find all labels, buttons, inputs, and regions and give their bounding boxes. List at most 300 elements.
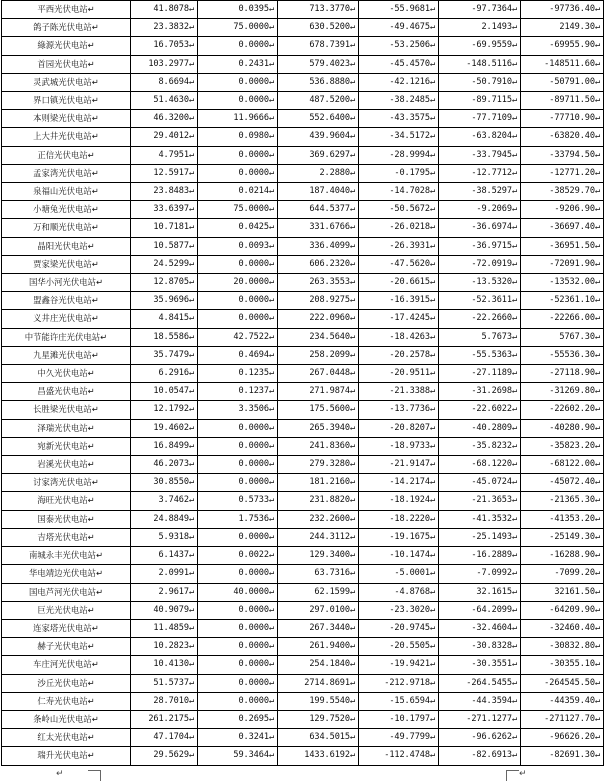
- cell-text: -21.9147: [389, 459, 430, 470]
- cell-end-mark: ↵: [511, 349, 517, 360]
- table-row: [2, 73, 604, 91]
- cell-end-mark: ↵: [268, 495, 274, 506]
- cell-text: 10.7181: [153, 222, 189, 233]
- cell-end-mark: ↵: [594, 186, 600, 197]
- cell-end-mark: ↵: [188, 750, 194, 761]
- cell-text: 仁寿光伏电站: [37, 695, 88, 706]
- cell-text: 331.6766: [309, 222, 350, 233]
- cell-end-mark: ↵: [91, 404, 99, 415]
- value-cell: [439, 419, 521, 437]
- station-name-cell: [2, 55, 131, 73]
- cell-text: 232.2600: [309, 513, 350, 524]
- cell-end-mark: ↵: [268, 58, 274, 69]
- value-cell: [131, 492, 198, 510]
- cell-text: 33.6397: [153, 204, 189, 215]
- value-cell: [131, 729, 198, 747]
- table-row: [2, 346, 604, 364]
- value-cell: [439, 456, 521, 474]
- cell-end-mark: ↵: [188, 404, 194, 415]
- cell-text: -41.3532: [471, 513, 512, 524]
- value-cell: [359, 474, 439, 492]
- value-cell: [198, 274, 278, 292]
- cell-end-mark: ↵: [429, 568, 435, 579]
- cell-end-mark: ↵: [429, 477, 435, 488]
- value-cell: [521, 201, 604, 219]
- cell-text: 0.0000: [238, 149, 269, 160]
- cell-text: 0.0000: [238, 695, 269, 706]
- cell-end-mark: ↵: [349, 622, 355, 633]
- value-cell: [359, 92, 439, 110]
- cell-text: -47.5620: [389, 258, 430, 269]
- cell-end-mark: ↵: [188, 349, 194, 360]
- cell-text: 连家塔光伏电站: [33, 622, 92, 633]
- cell-text: 0.0000: [238, 313, 269, 324]
- cell-text: -15.6594: [389, 695, 430, 706]
- station-name-cell: [2, 292, 131, 310]
- value-cell: [521, 437, 604, 455]
- cell-text: 0.2431: [238, 58, 269, 69]
- cell-end-mark: ↵: [594, 422, 600, 433]
- value-cell: [198, 328, 278, 346]
- cell-end-mark: ↵: [594, 641, 600, 652]
- value-cell: [131, 55, 198, 73]
- value-cell: [198, 565, 278, 583]
- value-cell: [439, 346, 521, 364]
- cell-end-mark: ↵: [429, 732, 435, 743]
- cell-text: -22602.20: [549, 404, 595, 415]
- cell-text: -63820.40: [549, 131, 595, 142]
- value-cell: [198, 674, 278, 692]
- value-cell: [198, 692, 278, 710]
- value-cell: [131, 328, 198, 346]
- cell-end-mark: ↵: [511, 186, 517, 197]
- cell-end-mark: ↵: [268, 204, 274, 215]
- cell-text: -19.9421: [389, 659, 430, 670]
- cell-text: -49.4675: [389, 22, 430, 33]
- value-cell: [521, 492, 604, 510]
- cell-end-mark: ↵: [349, 113, 355, 124]
- cell-text: 16.7053: [153, 40, 189, 51]
- value-cell: [131, 638, 198, 656]
- cell-text: 0.0000: [238, 677, 269, 688]
- cell-text: 九星滩光伏电站: [33, 349, 92, 360]
- table-row: [2, 37, 604, 55]
- table-row: [2, 383, 604, 401]
- cell-end-mark: ↵: [87, 641, 95, 652]
- value-cell: [521, 37, 604, 55]
- cell-end-mark: ↵: [188, 641, 194, 652]
- cell-text: 3.3506: [238, 404, 269, 415]
- cell-end-mark: ↵: [268, 4, 274, 14]
- cell-end-mark: ↵: [594, 95, 600, 106]
- cell-end-mark: ↵: [91, 167, 99, 178]
- cell-text: -264545.50: [544, 677, 595, 688]
- cell-text: -64.2099: [471, 604, 512, 615]
- cell-end-mark: ↵: [188, 622, 194, 633]
- cell-text: 11.4859: [153, 622, 189, 633]
- cell-end-mark: ↵: [268, 477, 274, 488]
- table-row: [2, 437, 604, 455]
- cell-end-mark: ↵: [511, 422, 517, 433]
- cell-text: 小塘兔光伏电站: [33, 204, 92, 215]
- value-cell: [198, 19, 278, 37]
- cell-end-mark: ↵: [511, 95, 517, 106]
- value-cell: [521, 383, 604, 401]
- value-cell: [131, 110, 198, 128]
- value-cell: [131, 565, 198, 583]
- value-cell: [198, 164, 278, 182]
- cell-text: -0.1795: [394, 167, 430, 178]
- cell-end-mark: ↵: [268, 513, 274, 524]
- cell-end-mark: ↵: [268, 713, 274, 724]
- cell-end-mark: ↵: [511, 58, 517, 69]
- cell-text: 0.0425: [238, 222, 269, 233]
- cell-end-mark: ↵: [87, 750, 95, 761]
- cell-text: 0.1237: [238, 386, 269, 397]
- cell-text: -38.5297: [471, 186, 512, 197]
- value-cell: [521, 619, 604, 637]
- value-cell: [439, 510, 521, 528]
- cell-text: 0.0000: [238, 258, 269, 269]
- cell-end-mark: ↵: [511, 404, 517, 415]
- value-cell: [198, 110, 278, 128]
- cell-text: -13.5320: [471, 277, 512, 288]
- cell-text: -31.2698: [471, 386, 512, 397]
- value-cell: [198, 219, 278, 237]
- station-name-cell: [2, 747, 131, 765]
- value-cell: [439, 492, 521, 510]
- value-cell: [359, 128, 439, 146]
- station-name-cell: [2, 492, 131, 510]
- cell-text: 244.3112: [309, 531, 350, 542]
- cell-end-mark: ↵: [349, 313, 355, 324]
- cell-end-mark: ↵: [429, 495, 435, 506]
- cell-end-mark: ↵: [188, 113, 194, 124]
- table-row: [2, 292, 604, 310]
- station-name-cell: [2, 201, 131, 219]
- value-cell: [278, 510, 359, 528]
- station-name-cell: [2, 638, 131, 656]
- value-cell: [131, 1, 198, 19]
- cell-text: 297.0100: [309, 604, 350, 615]
- cell-text: 赫子光伏电站: [37, 641, 88, 652]
- cell-text: 644.5377: [309, 204, 350, 215]
- cell-text: 18.5586: [153, 331, 189, 342]
- cell-text: 51.4630: [153, 95, 189, 106]
- cell-end-mark: ↵: [91, 258, 99, 269]
- cell-text: -20.6615: [389, 277, 430, 288]
- cell-text: 4.8415: [158, 313, 189, 324]
- cell-text: 贾家梁光伏电站: [33, 258, 92, 269]
- cell-end-mark: ↵: [268, 349, 274, 360]
- cell-end-mark: ↵: [594, 404, 600, 415]
- table-row: [2, 110, 604, 128]
- value-cell: [439, 292, 521, 310]
- table-row: [2, 255, 604, 273]
- cell-end-mark: ↵: [594, 131, 600, 142]
- cell-end-mark: ↵: [594, 149, 600, 160]
- cell-text: -50791.00: [549, 76, 595, 87]
- cell-end-mark: ↵: [268, 131, 274, 142]
- cell-text: 208.9275: [309, 295, 350, 306]
- cell-text: -50.5672: [389, 204, 430, 215]
- cell-text: 0.0000: [238, 604, 269, 615]
- value-cell: [521, 1, 604, 19]
- cell-text: 6.1437: [158, 550, 189, 561]
- cell-text: -27.1189: [471, 368, 512, 379]
- cell-end-mark: ↵: [511, 386, 517, 397]
- value-cell: [278, 164, 359, 182]
- cell-text: 条岭山光伏电站: [33, 713, 92, 724]
- value-cell: [521, 146, 604, 164]
- cell-end-mark: ↵: [349, 95, 355, 106]
- cell-end-mark: ↵: [268, 258, 274, 269]
- station-name-cell: [2, 710, 131, 728]
- value-cell: [198, 255, 278, 273]
- cell-end-mark: ↵: [188, 76, 194, 87]
- value-cell: [278, 346, 359, 364]
- cell-text: 界口镇光伏电站: [33, 95, 92, 106]
- cell-end-mark: ↵: [268, 641, 274, 652]
- value-cell: [359, 346, 439, 364]
- cell-text: -38.2485: [389, 95, 430, 106]
- value-cell: [278, 492, 359, 510]
- cell-text: 369.6297: [309, 149, 350, 160]
- cell-end-mark: ↵: [511, 368, 517, 379]
- value-cell: [359, 146, 439, 164]
- cell-text: 华电靖边光伏电站: [28, 568, 96, 579]
- cell-end-mark: ↵: [91, 295, 99, 306]
- table-row: [2, 747, 604, 765]
- cell-end-mark: ↵: [429, 277, 435, 288]
- cell-text: -45072.40: [549, 477, 595, 488]
- value-cell: [278, 201, 359, 219]
- cell-text: -82691.30: [549, 750, 595, 761]
- table-row: [2, 201, 604, 219]
- cell-text: 28.7010: [153, 695, 189, 706]
- cell-text: 11.9666: [233, 113, 269, 124]
- value-cell: [278, 128, 359, 146]
- value-cell: [359, 183, 439, 201]
- cell-end-mark: ↵: [349, 495, 355, 506]
- cell-end-mark: ↵: [188, 313, 194, 324]
- value-cell: [131, 747, 198, 765]
- cell-text: 4.7951: [158, 149, 189, 160]
- cell-end-mark: ↵: [511, 240, 517, 251]
- cell-end-mark: ↵: [87, 732, 95, 743]
- station-name-cell: [2, 92, 131, 110]
- table-row: [2, 1, 604, 19]
- cell-text: -18.1924: [389, 495, 430, 506]
- cell-end-mark: ↵: [87, 386, 95, 397]
- station-name-cell: [2, 328, 131, 346]
- cell-end-mark: ↵: [429, 76, 435, 87]
- value-cell: [521, 255, 604, 273]
- value-cell: [521, 365, 604, 383]
- cell-text: -30.3551: [471, 659, 512, 670]
- cell-text: 261.9400: [309, 641, 350, 652]
- cell-text: 35.9696: [153, 295, 189, 306]
- cell-end-mark: ↵: [91, 659, 99, 670]
- table-row: [2, 601, 604, 619]
- cell-end-mark: ↵: [594, 58, 600, 69]
- station-name-cell: [2, 437, 131, 455]
- cell-end-mark: ↵: [429, 240, 435, 251]
- cell-end-mark: ↵: [87, 368, 95, 379]
- cell-text: -89.7115: [471, 95, 512, 106]
- cell-end-mark: ↵: [429, 440, 435, 451]
- station-name-cell: [2, 692, 131, 710]
- table-row: [2, 492, 604, 510]
- value-cell: [278, 310, 359, 328]
- value-cell: [439, 19, 521, 37]
- value-cell: [131, 219, 198, 237]
- value-cell: [359, 1, 439, 19]
- table-row: [2, 401, 604, 419]
- cell-text: 16.8499: [153, 440, 189, 451]
- value-cell: [131, 255, 198, 273]
- cell-text: -30355.10: [549, 659, 595, 670]
- cell-text: 606.2320: [309, 258, 350, 269]
- cell-text: 国华小河光伏电站: [28, 277, 96, 288]
- cell-text: 32.1615: [476, 586, 512, 597]
- value-cell: [521, 674, 604, 692]
- cell-text: -22.6022: [471, 404, 512, 415]
- cell-text: 63.7316: [314, 568, 350, 579]
- value-cell: [439, 565, 521, 583]
- cell-text: -148511.60: [544, 58, 595, 69]
- cell-text: 12.1792: [153, 404, 189, 415]
- cell-text: 713.3770: [309, 4, 350, 14]
- cell-text: 本则梁光伏电站: [33, 113, 92, 124]
- cell-text: -25.1493: [471, 531, 512, 542]
- cell-text: 首园光伏电站: [37, 58, 88, 69]
- cell-text: -212.9718: [384, 677, 430, 688]
- value-cell: [278, 583, 359, 601]
- cell-text: 187.4040: [309, 186, 350, 197]
- cell-end-mark: ↵: [349, 386, 355, 397]
- cell-end-mark: ↵: [511, 641, 517, 652]
- value-cell: [278, 19, 359, 37]
- cell-text: 8.6694: [158, 76, 189, 87]
- cell-text: -20.9745: [389, 622, 430, 633]
- value-cell: [359, 747, 439, 765]
- value-cell: [131, 547, 198, 565]
- cell-text: 10.4130: [153, 659, 189, 670]
- cell-text: 42.7522: [233, 331, 269, 342]
- value-cell: [359, 37, 439, 55]
- cell-end-mark: ↵: [87, 513, 95, 524]
- cell-end-mark: ↵: [594, 440, 600, 451]
- cell-end-mark: ↵: [511, 550, 517, 561]
- cell-text: -7099.20: [554, 568, 595, 579]
- cell-end-mark: ↵: [268, 440, 274, 451]
- value-cell: [359, 201, 439, 219]
- cell-end-mark: ↵: [188, 204, 194, 215]
- cell-end-mark: ↵: [349, 349, 355, 360]
- value-cell: [131, 19, 198, 37]
- cell-end-mark: ↵: [594, 586, 600, 597]
- cell-text: -21.3388: [389, 386, 430, 397]
- cell-end-mark: ↵: [95, 277, 104, 288]
- cell-end-mark: ↵: [349, 677, 355, 688]
- cell-text: -22266.00: [549, 313, 595, 324]
- paragraph-mark-left: ↵: [56, 769, 64, 779]
- station-name-cell: [2, 583, 131, 601]
- cell-end-mark: ↵: [87, 695, 95, 706]
- cell-text: 鸽子陈光伏电站: [33, 22, 92, 33]
- value-cell: [439, 437, 521, 455]
- value-cell: [278, 729, 359, 747]
- value-cell: [439, 656, 521, 674]
- value-cell: [359, 110, 439, 128]
- cell-text: -43.3575: [389, 113, 430, 124]
- cell-text: 630.5200: [309, 22, 350, 33]
- cell-end-mark: ↵: [188, 58, 194, 69]
- cell-text: 0.0000: [238, 440, 269, 451]
- value-cell: [278, 110, 359, 128]
- cell-text: 上大井光伏电站: [33, 131, 92, 142]
- cell-text: 552.6400: [309, 113, 350, 124]
- cell-text: -35.8232: [471, 440, 512, 451]
- value-cell: [131, 201, 198, 219]
- cell-end-mark: ↵: [188, 531, 194, 542]
- cell-end-mark: ↵: [511, 604, 517, 615]
- cell-text: 175.5600: [309, 404, 350, 415]
- cell-text: 长胜梁光伏电站: [33, 404, 92, 415]
- cell-end-mark: ↵: [91, 186, 99, 197]
- cell-text: 222.0960: [309, 313, 350, 324]
- cell-text: 0.0000: [238, 568, 269, 579]
- value-cell: [198, 310, 278, 328]
- cell-end-mark: ↵: [594, 204, 600, 215]
- cell-end-mark: ↵: [87, 495, 95, 506]
- value-cell: [131, 401, 198, 419]
- cell-end-mark: ↵: [349, 295, 355, 306]
- cell-text: -10.1474: [389, 550, 430, 561]
- cell-end-mark: ↵: [511, 4, 517, 14]
- cell-end-mark: ↵: [268, 149, 274, 160]
- value-cell: [278, 37, 359, 55]
- cell-end-mark: ↵: [95, 568, 104, 579]
- cell-text: 12.8705: [153, 277, 189, 288]
- cell-end-mark: ↵: [268, 295, 274, 306]
- cell-end-mark: ↵: [511, 568, 517, 579]
- cell-end-mark: ↵: [349, 531, 355, 542]
- cell-text: -42.1216: [389, 76, 430, 87]
- value-cell: [439, 474, 521, 492]
- cell-end-mark: ↵: [594, 368, 600, 379]
- cell-text: -55.5363: [471, 349, 512, 360]
- station-name-cell: [2, 110, 131, 128]
- cell-text: -49.7799: [389, 732, 430, 743]
- table-row: [2, 146, 604, 164]
- cell-text: 0.0000: [238, 659, 269, 670]
- cell-text: 231.8820: [309, 495, 350, 506]
- cell-text: 579.4023: [309, 58, 350, 69]
- value-cell: [439, 583, 521, 601]
- cell-text: -19.1675: [389, 531, 430, 542]
- station-name-cell: [2, 383, 131, 401]
- cell-text: -10.1797: [389, 713, 430, 724]
- cell-text: 23.8483: [153, 186, 189, 197]
- cell-end-mark: ↵: [188, 732, 194, 743]
- value-cell: [131, 474, 198, 492]
- cell-text: 271.9874: [309, 386, 350, 397]
- cell-end-mark: ↵: [511, 113, 517, 124]
- cell-text: -55.9681: [389, 4, 430, 14]
- cell-end-mark: ↵: [349, 149, 355, 160]
